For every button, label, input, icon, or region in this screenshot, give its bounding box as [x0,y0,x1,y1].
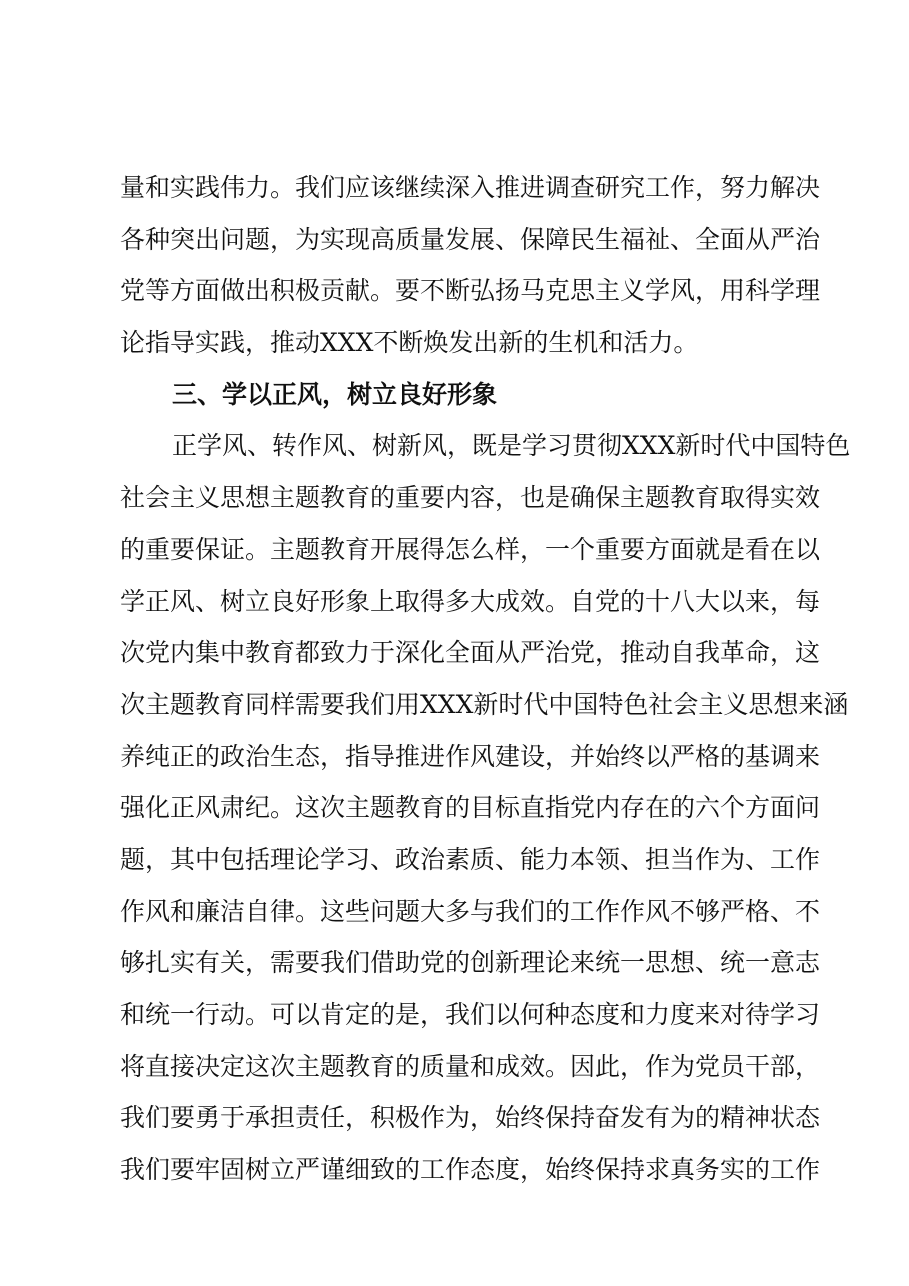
paragraph-line: 够扎实有关，需要我们借助党的创新理论来统一思想、统一意志 [120,948,821,978]
paragraph-line: 将直接决定这次主题教育的质量和成效。因此，作为党员干部， [120,1051,821,1081]
paragraph-line: 学正风、树立良好形象上取得多大成效。自党的十八大以来，每 [120,586,821,616]
paragraph-line: 强化正风肃纪。这次主题教育的目标直指党内存在的六个方面问 [120,793,821,823]
document-body [120,162,851,1196]
paragraph-line: 各种突出问题，为实现高质量发展、保障民生福祉、全面从严治 [120,224,821,254]
paragraph-line: 和统一行动。可以肯定的是，我们以何种态度和力度来对待学习 [120,1000,821,1029]
paragraph-line: 党等方面做出积极贡献。要不断弘扬马克思主义学风，用科学理 [120,276,821,306]
paragraph-line: 作风和廉洁自律。这些问题大多与我们的工作作风不够严格、不 [120,896,821,926]
paragraph-line: 次主题教育同样需要我们用XXX新时代中国特色社会主义思想来涵 [120,689,849,719]
paragraph-line: 次党内集中教育都致力于深化全面从严治党，推动自我革命，这 [120,638,821,668]
paragraph-line: 论指导实践，推动XXX不断焕发出新的生机和活力。 [120,328,699,358]
paragraph-line: 社会主义思想主题教育的重要内容，也是确保主题教育取得实效 [120,483,821,513]
paragraph-line: 我们要勇于承担责任，积极作为，始终保持奋发有为的精神状态 [120,1103,821,1133]
paragraph-line: 的重要保证。主题教育开展得怎么样，一个重要方面就是看在以 [120,534,821,564]
paragraph-line: 正学风、转作风、树新风，既是学习贯彻XXX新时代中国特色 [172,431,851,461]
paragraph-line: 养纯正的政治生态，指导推进作风建设，并始终以严格的基调来 [120,741,821,771]
paragraph-line: 题，其中包括理论学习、政治素质、能力本领、担当作为、工作 [120,844,821,874]
section-heading: 三、学以正风，树立良好形象 [172,379,498,409]
paragraph-line: 量和实践伟力。我们应该继续深入推进调查研究工作，努力解决 [120,173,821,202]
paragraph-line: 我们要牢固树立严谨细致的工作态度，始终保持求真务实的工作 [120,1155,821,1185]
